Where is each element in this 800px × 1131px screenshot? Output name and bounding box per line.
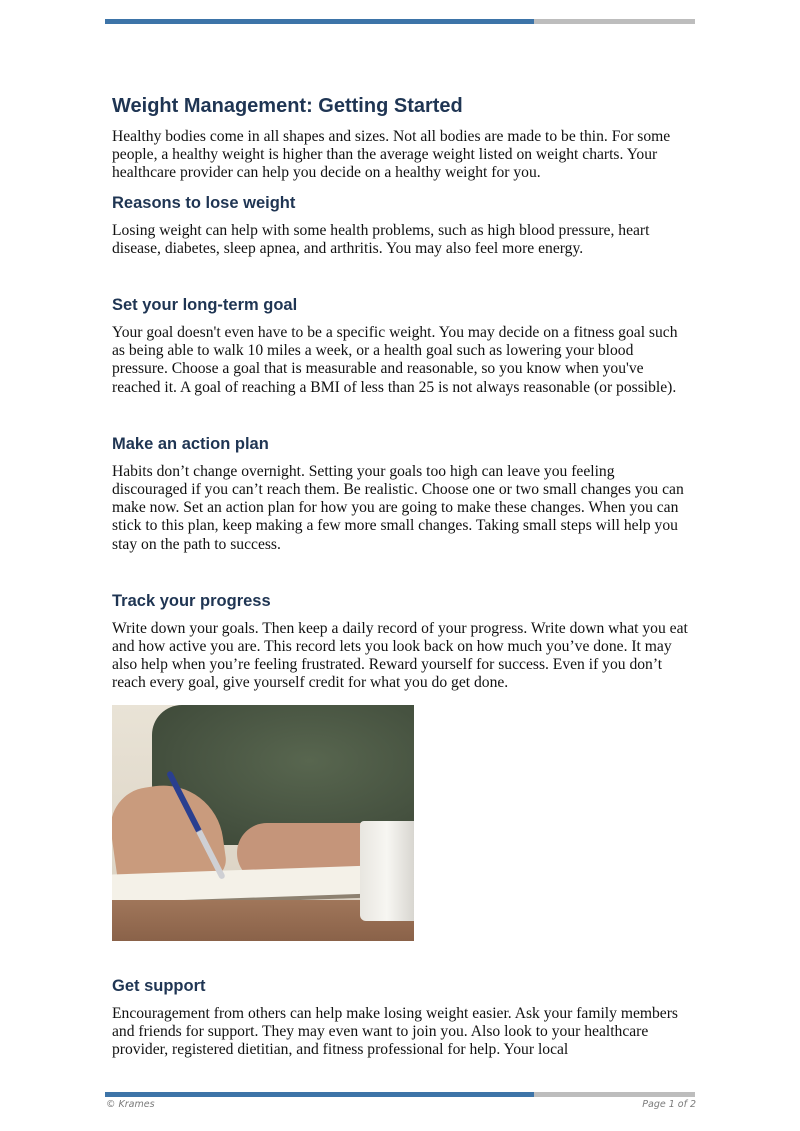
section-body: Losing weight can help with some health problems, such as high blood pressure, heart disease, diabetes, sleep apnea, and arthritis. You may also feel more energy. [112, 221, 650, 257]
top-progress-bar [105, 19, 695, 24]
document-content [112, 93, 692, 1059]
top-bar-gray-segment [534, 19, 695, 24]
intro-paragraph: Healthy bodies come in all shapes and sizes. Not all bodies are made to be thin. For some people, a healthy weight is higher than the average weight listed on weight charts. Your healthcare provider can help you decide on a healthy weight for you. [112, 128, 671, 182]
section-get-support [112, 975, 692, 1060]
section-heading: Track your progress [112, 591, 271, 610]
section-body: Your goal doesn't even have to be a specific weight. You may decide on a fitness goal such as being able to walk 10 miles a week, or a health goal such as lowering your blood pressure. Choose a goal that is measurable and reasonable, so you know when you've reached it. A goal of reaching a BMI of less than 25 is not always reasonable (or possible). [112, 324, 678, 396]
section-long-term-goal [112, 294, 692, 397]
section-heading: Make an action plan [112, 434, 269, 453]
section-body: Write down your goals. Then keep a daily record of your progress. Write down what you eat and how active you are. This record lets you look back on how much you’ve done. It may also help when you’re feeling frustrated. Reward yourself for success. Even if you don’t reach every goal, give yourself credit for what you do get done. [112, 619, 688, 692]
bottom-progress-bar [105, 1092, 695, 1097]
page-title: Weight Management: Getting Started [112, 95, 463, 117]
top-bar-blue-segment [105, 19, 534, 24]
page-footer [106, 1099, 696, 1110]
section-reasons [112, 192, 692, 258]
bottom-bar-blue-segment [105, 1092, 534, 1097]
photo-mug [360, 821, 414, 921]
section-body: Habits don’t change overnight. Setting your goals too high can leave you feeling discouraged if you can’t reach them. Be realistic. Choose one or two small changes you can make now. Set an action plan for how you are going to make these changes. When you can stick to this plan, keep making a few more small changes. Taking small steps will help you stay on the path to success. [112, 462, 684, 553]
person-writing-photo [112, 705, 414, 941]
page-number: Page 1 of 2 [642, 1099, 696, 1110]
bottom-bar-gray-segment [534, 1092, 695, 1097]
section-action-plan [112, 433, 692, 554]
section-body: Encouragement from others can help make losing weight easier. Ask your family members and friends for support. They may even want to join you. Also look to your healthcare provider, registered dietitian, and fitness professional for help. Your local [112, 1004, 678, 1059]
section-heading: Reasons to lose weight [112, 193, 296, 212]
copyright-text: © Krames [106, 1099, 155, 1110]
section-track-progress [112, 590, 692, 941]
section-heading: Set your long-term goal [112, 296, 298, 315]
section-heading: Get support [112, 976, 206, 995]
